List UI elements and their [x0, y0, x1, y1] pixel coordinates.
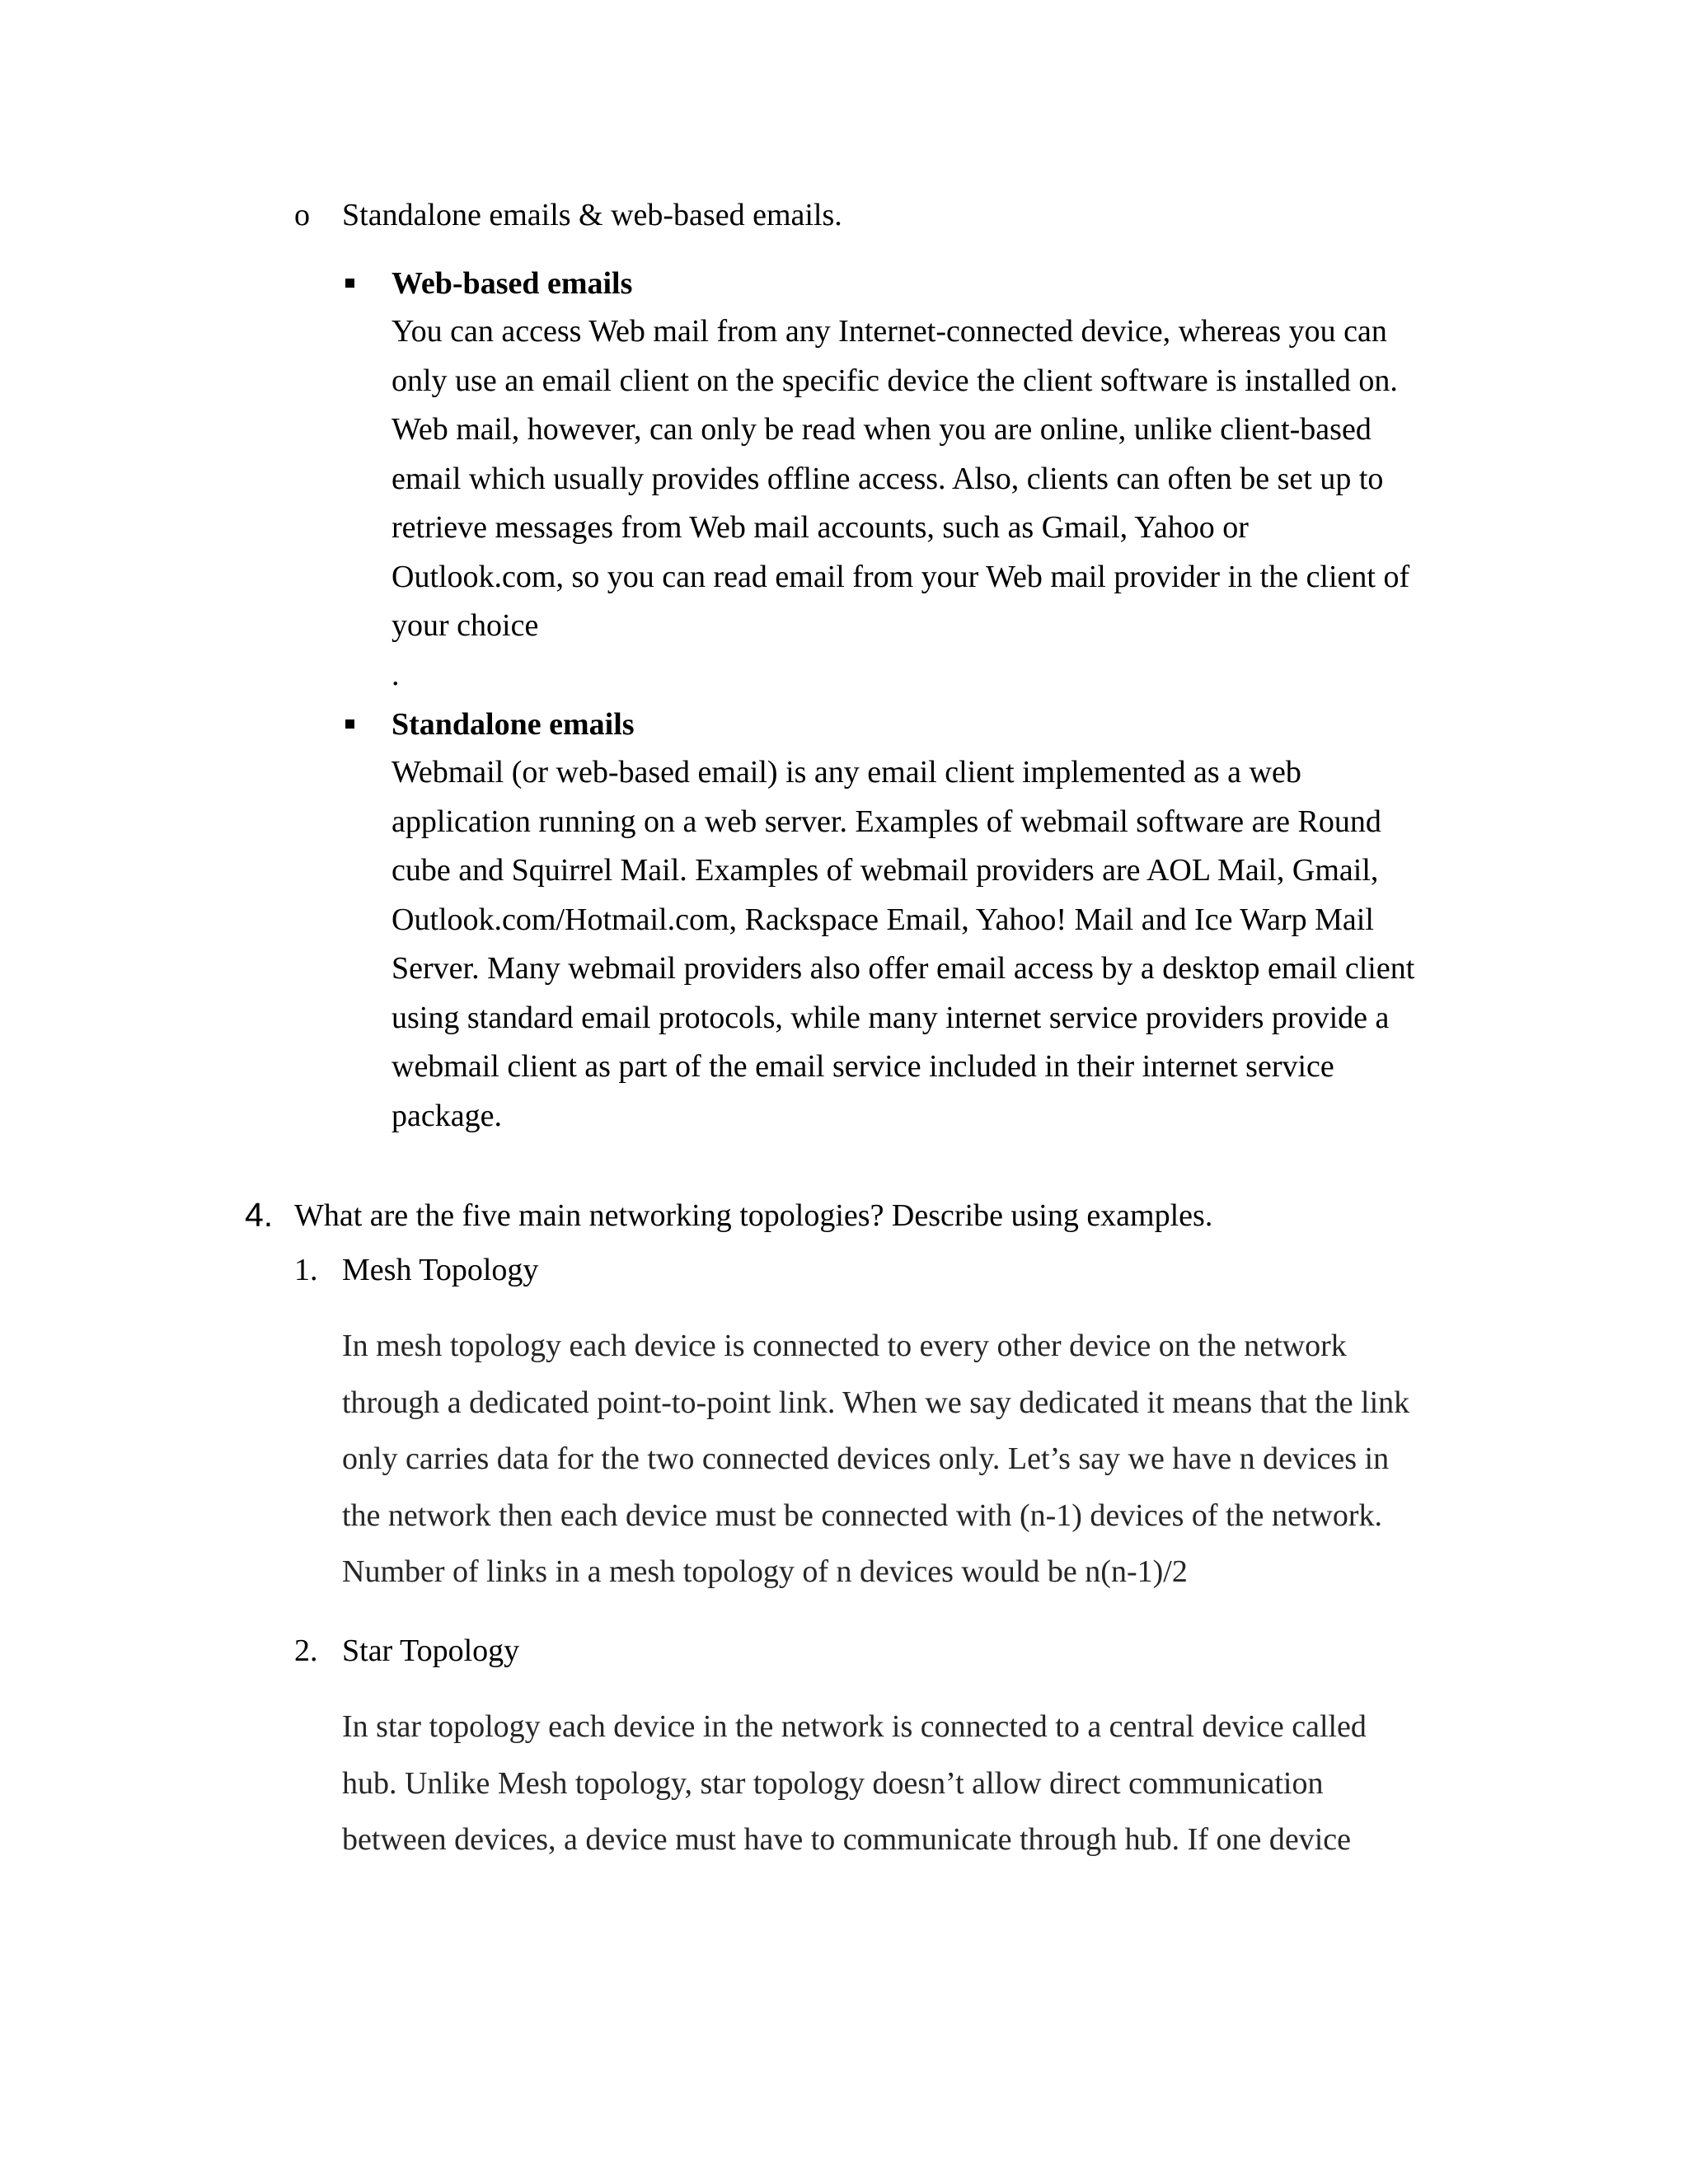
question-text: What are the five main networking topologies? Describe using examples. [294, 1198, 1213, 1233]
item-title-mesh-topology: Mesh Topology [342, 1253, 539, 1287]
question-number: 4. [245, 1196, 274, 1234]
heading-web-based-emails: Web-based emails [392, 266, 633, 301]
paragraph-line: package. [392, 1098, 502, 1133]
item-number: 1. [294, 1253, 318, 1287]
paragraph-line: Webmail (or web-based email) is any email client implemented as a web [392, 755, 1301, 790]
item-title-star-topology: Star Topology [342, 1633, 520, 1668]
paragraph-line: Outlook.com/Hotmail.com, Rackspace Email, Yahoo! Mail and Ice Warp Mail [392, 902, 1374, 937]
paragraph-line: using standard email protocols, while many internet service providers provide a [392, 1000, 1390, 1035]
list-item-standalone-web: Standalone emails & web-based emails. [342, 198, 842, 232]
paragraph-line: only use an email client on the specific device the client software is installed on. [392, 363, 1398, 398]
square-bullet-icon [345, 719, 354, 729]
paragraph-line: Web mail, however, can only be read when you are online, unlike client-based [392, 412, 1372, 447]
heading-standalone-emails: Standalone emails [392, 707, 635, 742]
paragraph-line: the network then each device must be connected with (n-1) devices of the network. [342, 1497, 1382, 1533]
paragraph-line: application running on a web server. Examples of webmail software are Round [392, 804, 1381, 839]
paragraph-star-topology [342, 1699, 1367, 1868]
square-bullet-icon [345, 279, 354, 288]
paragraph-line: only carries data for the two connected devices only. Let’s say we have n devices in [342, 1441, 1390, 1476]
paragraph-line: . [392, 657, 400, 692]
list-marker-o: o [294, 198, 310, 232]
paragraph-line: webmail client as part of the email service included in their internet service [392, 1049, 1334, 1084]
paragraph-line: email which usually provides offline access. Also, clients can often be set up to [392, 461, 1384, 496]
paragraph-line: In star topology each device in the network is connected to a central device called [342, 1709, 1367, 1744]
item-number: 2. [294, 1633, 318, 1668]
paragraph-line: between devices, a device must have to communicate through hub. If one device [342, 1822, 1351, 1857]
paragraph-line: Server. Many webmail providers also offer email access by a desktop email client [392, 951, 1415, 986]
paragraph-line: hub. Unlike Mesh topology, star topology doesn’t allow direct communication [342, 1765, 1324, 1801]
paragraph-standalone-emails [392, 748, 1488, 1141]
paragraph-line: In mesh topology each device is connected to every other device on the network [342, 1329, 1347, 1363]
paragraph-line: You can access Web mail from any Internet-connected device, whereas you can [392, 314, 1387, 349]
paragraph-line: Outlook.com, so you can read email from your Web mail provider in the client of [392, 559, 1410, 594]
paragraph-line: Number of links in a mesh topology of n devices would be n(n-1)/2 [342, 1554, 1188, 1589]
paragraph-web-based-emails [392, 307, 1488, 700]
paragraph-mesh-topology [342, 1318, 1409, 1601]
paragraph-line: your choice [392, 608, 539, 643]
paragraph-line: cube and Squirrel Mail. Examples of webmail providers are AOL Mail, Gmail, [392, 853, 1379, 888]
paragraph-line: through a dedicated point-to-point link. When we say dedicated it means that the link [342, 1385, 1410, 1420]
paragraph-line: retrieve messages from Web mail accounts, such as Gmail, Yahoo or [392, 510, 1249, 545]
